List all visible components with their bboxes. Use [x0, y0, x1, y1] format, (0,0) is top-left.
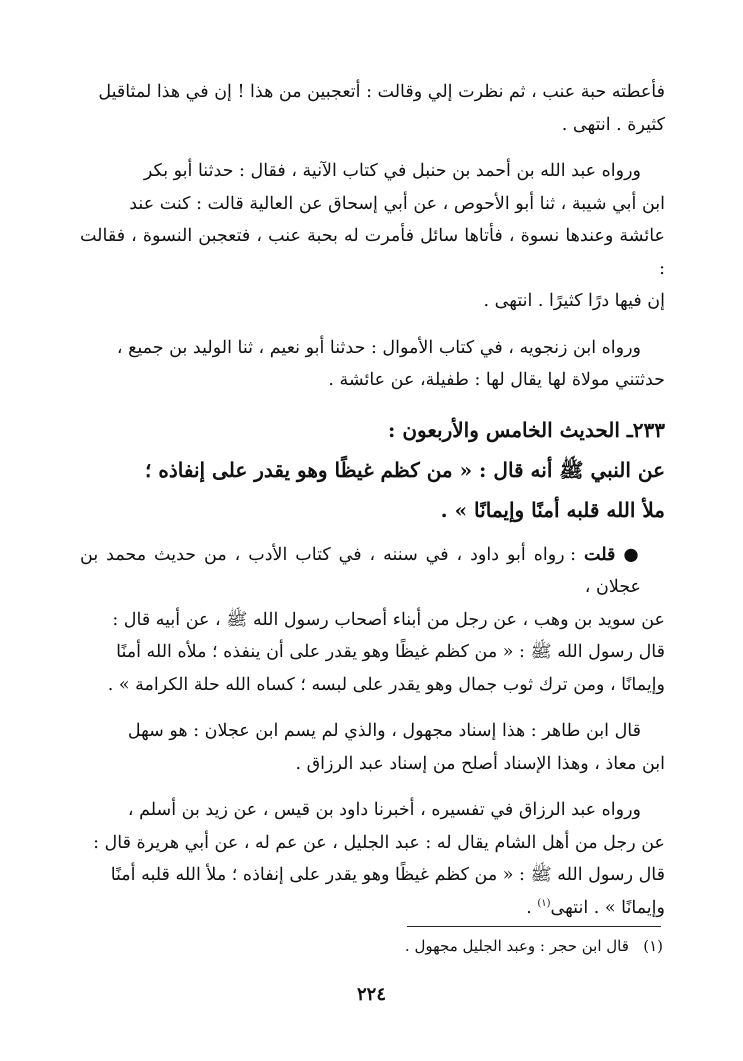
- text-line: عن سويد بن وهب ، عن رجل من أبناء أصحاب رسول الله ﷺ ، عن أبيه قال :: [112, 609, 665, 630]
- text-line: ورواه عبد الله بن أحمد بن حنبل في كتاب الآنية ، فقال : حدثنا أبو بكر: [143, 161, 641, 181]
- footnote-divider: [407, 926, 661, 927]
- text-line: قال رسول الله ﷺ : « من كظم غيظًا وهو يقدر على أن ينفذه ؛ ملأه الله أمنًا: [116, 642, 665, 662]
- text-line: عن رجل من أهل الشام يقال له : عبد الجليل ، عن عم له ، عن أبي هريرة قال :: [93, 832, 665, 853]
- hadith-title-text: الحديث الخامس والأربعون :: [388, 417, 620, 442]
- text-line: قال ابن طاهر : هذا إسناد مجهول ، والذي لم يسم ابن عجلان : هو سهل: [127, 721, 641, 741]
- paragraph-4: [80, 715, 665, 780]
- text-line: فأعطته حبة عنب ، ثم نظرت إلي وقالت : أتعجبين من هذا ! إن في هذا لمثاقيل: [98, 82, 665, 102]
- text-segment: .: [526, 897, 538, 918]
- text-line: كثيرة . انتهى .: [561, 114, 665, 135]
- text-line: [80, 539, 665, 604]
- hadith-number: ٢٣٣ـ: [626, 417, 665, 442]
- footnote-text: قال ابن حجر : وعبد الجليل مجهول .: [404, 937, 629, 955]
- paragraph-3: [80, 332, 665, 397]
- hadith-heading: [80, 411, 665, 529]
- text-segment: وإيمانًا » . انتهى: [550, 897, 665, 918]
- footnote-reference: (١): [537, 897, 551, 909]
- text-line: ورواه ابن زنجويه ، في كتاب الأموال : حدثنا أبو نعيم ، ثنا الوليد بن جميع ،: [116, 337, 641, 358]
- footnote-marker: (١): [643, 937, 663, 955]
- text-line: عائشة وعندها نسوة ، فأتاها سائل فأمرت له بحبة عنب ، فتعجبن النسوة ، فقالت :: [80, 226, 665, 279]
- page-number: ٢٢٤: [356, 984, 386, 1005]
- bullet-icon: ●: [623, 544, 641, 565]
- qult-paragraph: [80, 539, 665, 702]
- footnote: [80, 934, 663, 958]
- text-line: حدثتني مولاة لها يقال لها : طفيلة، عن عائشة .: [328, 370, 665, 390]
- hadith-text-line: عن النبي ﷺ أنه قال : « من كظم غيظًا وهو يقدر على إنفاذه ؛: [145, 457, 665, 482]
- paragraph-5: [80, 794, 665, 924]
- paragraph-1: [80, 76, 665, 141]
- qult-text: : رواه أبو داود ، في سننه ، في كتاب الأدب ، من حديث محمد بن عجلان ،: [80, 544, 641, 597]
- text-line: وإيمانًا ، ومن ترك ثوب جمال وهو يقدر على لبسه ؛ كساه الله حلة الكرامة » .: [107, 674, 665, 695]
- text-line: ورواه عبد الرزاق في تفسيره ، أخبرنا داود بن قيس ، عن زيد بن أسلم ،: [127, 800, 641, 820]
- text-line: ابن معاذ ، وهذا الإسناد أصلح من إسناد عبد الرزاق .: [295, 753, 665, 774]
- qult-label: قلت: [584, 544, 616, 565]
- hadith-title: [80, 411, 665, 449]
- text-line: ابن أبي شيبة ، ثنا أبو الأحوص ، عن أبي إسحاق عن العالية قالت : كنت عند: [129, 193, 665, 214]
- text-line: [80, 892, 665, 925]
- paragraph-2: [80, 155, 665, 318]
- hadith-text-line: ملأ الله قلبه أمنًا وإيمانًا » .: [440, 497, 665, 522]
- text-line: قال رسول الله ﷺ : « من كظم غيظًا وهو يقدر على إنفاذه ؛ ملأ الله قلبه أمنًا: [110, 865, 665, 885]
- text-line: إن فيها درًا كثيرًا . انتهى .: [483, 291, 665, 311]
